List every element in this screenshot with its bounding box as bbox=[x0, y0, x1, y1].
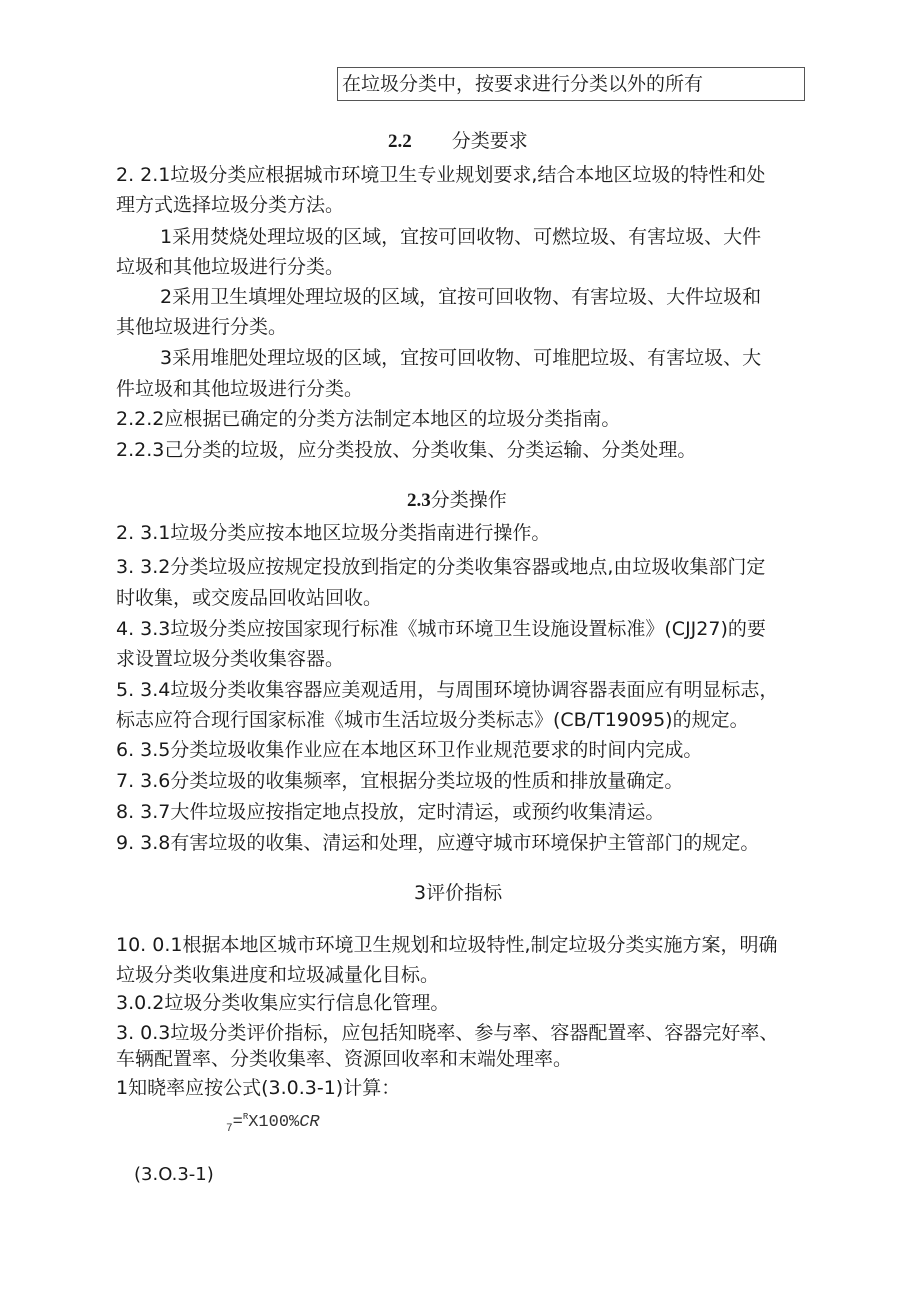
list-item-2-line2: 其他垃圾进行分类。 bbox=[116, 316, 288, 338]
section-heading-2-2 bbox=[388, 128, 528, 155]
paragraph-2-3-6: 7. 3.6分类垃圾的收集频率，宜根据分类垃圾的性质和排放量确定。 bbox=[116, 770, 684, 792]
equation-number: (3.O.3-1) bbox=[134, 1164, 214, 1185]
awareness-rate-formula bbox=[226, 1112, 320, 1135]
paragraph-2-3-4-line1: 5. 3.4垃圾分类收集容器应美观适用，与周围环境协调容器表面应有明显标志， bbox=[116, 679, 779, 701]
paragraph-2-2-3: 2.2.3己分类的垃圾，应分类投放、分类收集、分类运输、分类处理。 bbox=[116, 439, 697, 461]
list-item-1-line2: 垃圾和其他垃圾进行分类。 bbox=[116, 256, 345, 278]
formula-intro: 1知晓率应按公式(3.0.3-1)计算： bbox=[116, 1077, 401, 1099]
paragraph-2-2-2: 2.2.2应根据已确定的分类方法制定本地区的垃圾分类指南。 bbox=[116, 408, 621, 430]
section-heading-2-3 bbox=[407, 487, 507, 514]
formula-equals: = bbox=[232, 1113, 243, 1132]
paragraph-2-3-7: 8. 3.7大件垃圾应按指定地点投放，定时清运，或预约收集清运。 bbox=[116, 801, 665, 823]
paragraph-3-0-1-line1: 10. 0.1根据本地区城市环境卫生规划和垃圾特性,制定垃圾分类实施方案，明确 bbox=[116, 934, 778, 956]
paragraph-2-2-1-line1: 2. 2.1垃圾分类应根据城市环境卫生专业规划要求,结合本地区垃圾的特性和处 bbox=[116, 164, 766, 186]
paragraph-3-0-3-line1: 3. 0.3垃圾分类评价指标，应包括知晓率、参与率、容器配置率、容器完好率、 bbox=[116, 1022, 779, 1044]
paragraph-2-3-1: 2. 3.1垃圾分类应按本地区垃圾分类指南进行操作。 bbox=[116, 522, 551, 544]
paragraph-3-0-2: 3.0.2垃圾分类收集应实行信息化管理。 bbox=[116, 992, 450, 1014]
list-item-2-line1: 2采用卫生填埋处理垃圾的区域，宜按可回收物、有害垃圾、大件垃圾和 bbox=[160, 286, 762, 308]
formula-subscript: 7 bbox=[226, 1123, 233, 1135]
paragraph-2-3-2-line1: 3. 3.2分类垃圾应按规定投放到指定的分类收集容器或地点,由垃圾收集部门定 bbox=[116, 556, 766, 578]
section-number: 2.2 bbox=[388, 131, 412, 152]
list-item-3-line2: 件垃圾和其他垃圾进行分类。 bbox=[116, 378, 364, 400]
paragraph-2-3-3-line2: 求设置垃圾分类收集容器。 bbox=[116, 648, 345, 670]
paragraph-2-3-2-line2: 时收集，或交废品回收站回收。 bbox=[116, 587, 383, 609]
paragraph-3-0-3-line2: 车辆配置率、分类收集率、资源回收率和末端处理率。 bbox=[116, 1048, 573, 1070]
paragraph-2-2-1-line2: 理方式选择垃圾分类方法。 bbox=[116, 194, 345, 216]
boxed-definition-text: 在垃圾分类中，按要求进行分类以外的所有 bbox=[337, 67, 805, 101]
formula-superscript: R bbox=[242, 1112, 249, 1122]
paragraph-2-3-3-line1: 4. 3.3垃圾分类应按国家现行标准《城市环境卫生设施设置标准》(CJJ27)的要 bbox=[116, 618, 766, 640]
formula-body: X100% bbox=[248, 1113, 300, 1132]
paragraph-3-0-1-line2: 垃圾分类收集进度和垃圾减量化目标。 bbox=[116, 964, 440, 986]
section-heading-3: 3评价指标 bbox=[414, 882, 503, 904]
paragraph-2-3-8: 9. 3.8有害垃圾的收集、清运和处理，应遵守城市环境保护主管部门的规定。 bbox=[116, 832, 760, 854]
section-title: 分类要求 bbox=[451, 130, 528, 152]
section-title: 分类操作 bbox=[430, 489, 507, 511]
paragraph-2-3-5: 6. 3.5分类垃圾收集作业应在本地区环卫作业规范要求的时间内完成。 bbox=[116, 739, 703, 761]
list-item-1-line1: 1采用焚烧处理垃圾的区域，宜按可回收物、可燃垃圾、有害垃圾、大件 bbox=[160, 226, 762, 248]
list-item-3-line1: 3采用堆肥处理垃圾的区域，宜按可回收物、可堆肥垃圾、有害垃圾、大 bbox=[160, 347, 762, 369]
section-number: 2.3 bbox=[407, 490, 431, 511]
formula-tail: CR bbox=[299, 1113, 320, 1132]
paragraph-2-3-4-line2: 标志应符合现行国家标准《城市生活垃圾分类标志》(CB/T19095)的规定。 bbox=[116, 709, 749, 731]
